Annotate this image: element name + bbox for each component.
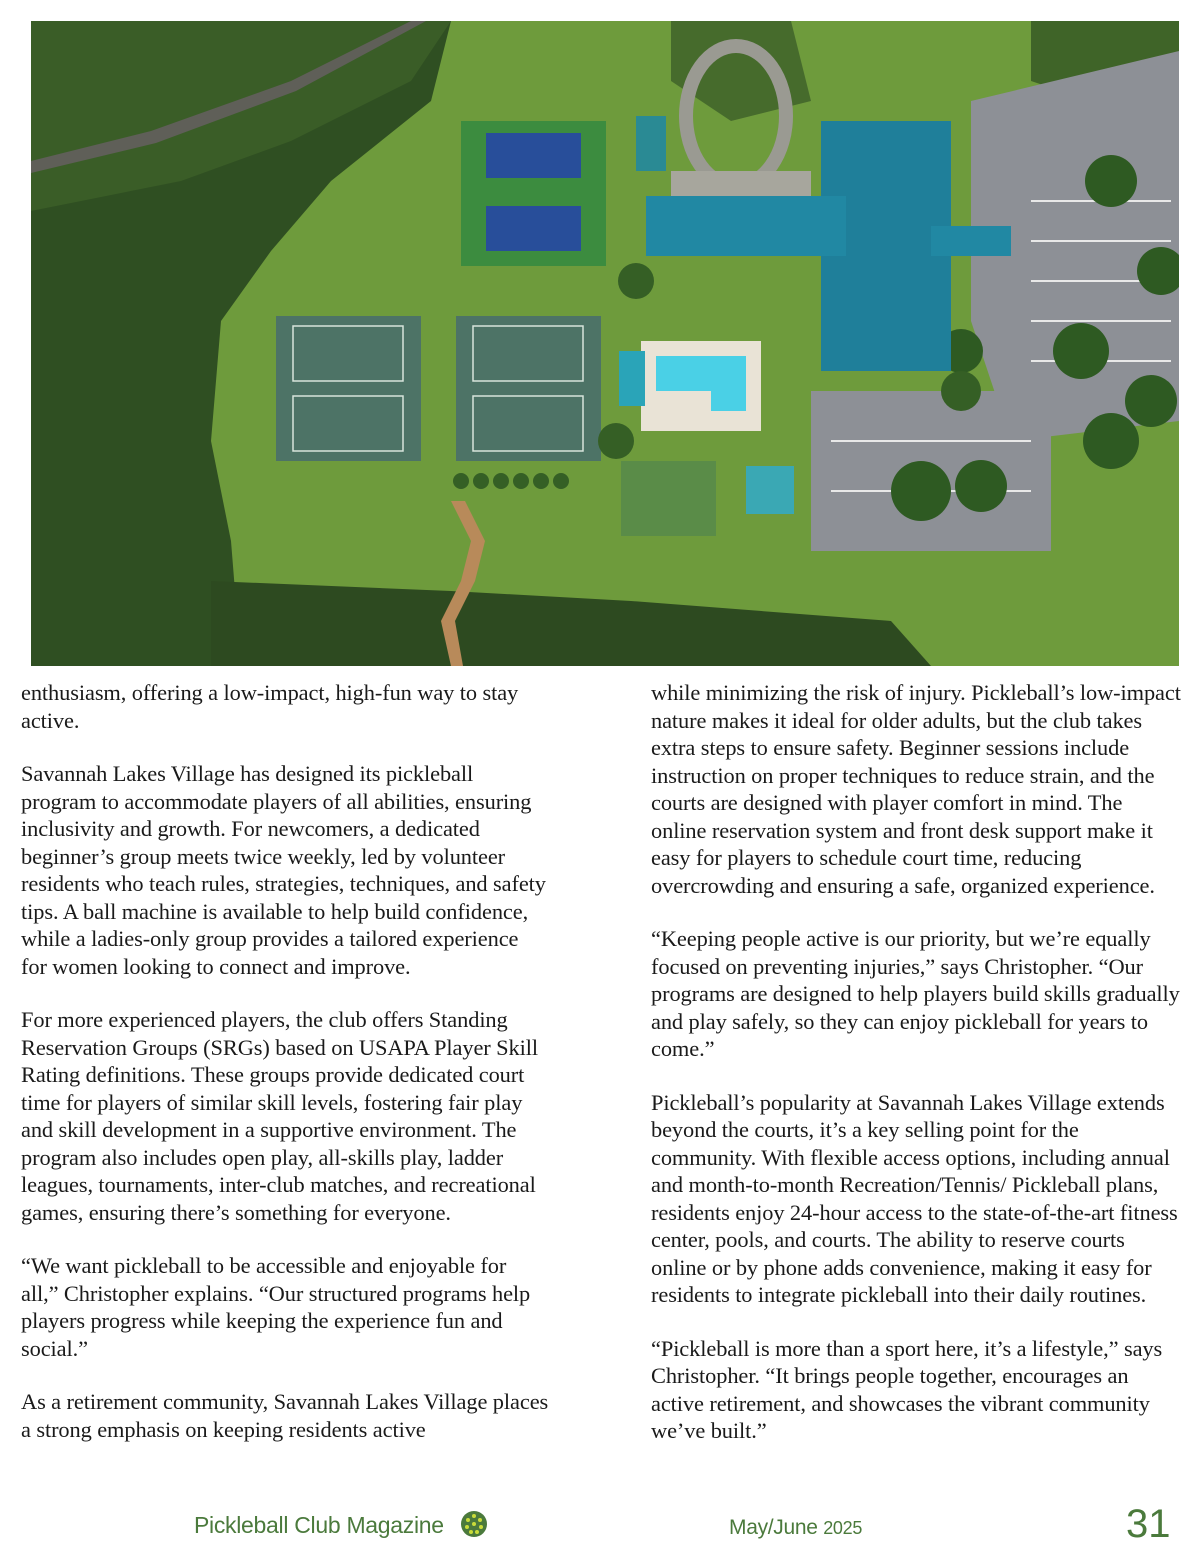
- article-paragraph: Savannah Lakes Village has designed its pickleball program to accommodate players of all abilities, ensuring inclusivity and growth. For newcomers, a dedicated beginner’s group meets twice weekly, led by volunteer residents who teach rules, strategies, techniques, and safety tips. A ball machine is available to help build confidence, while a ladies-only group provides a tailored experience for women looking to connect and improve.: [21, 761, 546, 979]
- issue-month: May/June: [729, 1516, 818, 1539]
- issue-year: 2025: [823, 1518, 863, 1538]
- article-paragraph: Pickleball’s popularity at Savannah Lakes Village extends beyond the courts, it’s a key selling point for the community. With flexible access options, including annual and month-to-month Recreation/Tennis/ Pickleball plans, residents enjoy 24-hour access to the state-of-the-art fitness center, pools, and courts. The ability to reserve courts online or by phone adds convenience, making it easy for residents to integrate pickleball into their daily routines.: [651, 1089, 1178, 1307]
- page-footer: [0, 1502, 1200, 1548]
- article-paragraph: while minimizing the risk of injury. Pickleball’s low-impact nature makes it ideal for older adults, but the club takes extra steps to ensure safety. Beginner sessions include instruction on proper techniques to reduce strain, and the courts are designed with player comfort in mind. The online reservation system and front desk support make it easy for players to schedule court time, reducing overcrowding and ensuring a safe, organized experience.: [651, 680, 1181, 898]
- aerial-photo: [31, 21, 1179, 666]
- article-paragraph: enthusiasm, offering a low-impact, high-fun way to stay active.: [21, 680, 519, 733]
- article-paragraph: For more experienced players, the club offers Standing Reservation Groups (SRGs) based on USAPA Player Skill Rating definitions. These groups provide dedicated court time for players of similar skill levels, fostering fair play and skill development in a supportive environment. The program also includes open play, all-skills play, ladder leagues, tournaments, inter-club matches, and recreational games, ensuring there’s something for everyone.: [21, 1007, 538, 1225]
- article-paragraph: “Keeping people active is our priority, but we’re equally focused on preventing injuries,” says Christopher. “Our programs are designed to help players build skills gradually and play safely, so they can enjoy pickleball for years to come.”: [651, 926, 1180, 1061]
- page-number: 31: [1126, 1502, 1171, 1546]
- article-left-column: [21, 679, 549, 1469]
- article-right-column: [651, 679, 1181, 1471]
- article-paragraph: “We want pickleball to be accessible and enjoyable for all,” Christopher explains. “Our structured programs help players progress while keeping the experience fun and social.”: [21, 1253, 531, 1361]
- issue-date: [729, 1516, 862, 1540]
- article-paragraph: “Pickleball is more than a sport here, it’s a lifestyle,” says Christopher. “It brings people together, encourages an active retirement, and showcases the vibrant community we’ve built.”: [651, 1335, 1163, 1443]
- article-paragraph: As a retirement community, Savannah Lakes Village places a strong emphasis on keeping residents active: [21, 1389, 549, 1442]
- aerial-photo-illustration: [31, 21, 1179, 666]
- pickleball-icon: [460, 1510, 488, 1538]
- magazine-name: Pickleball Club Magazine: [194, 1512, 444, 1538]
